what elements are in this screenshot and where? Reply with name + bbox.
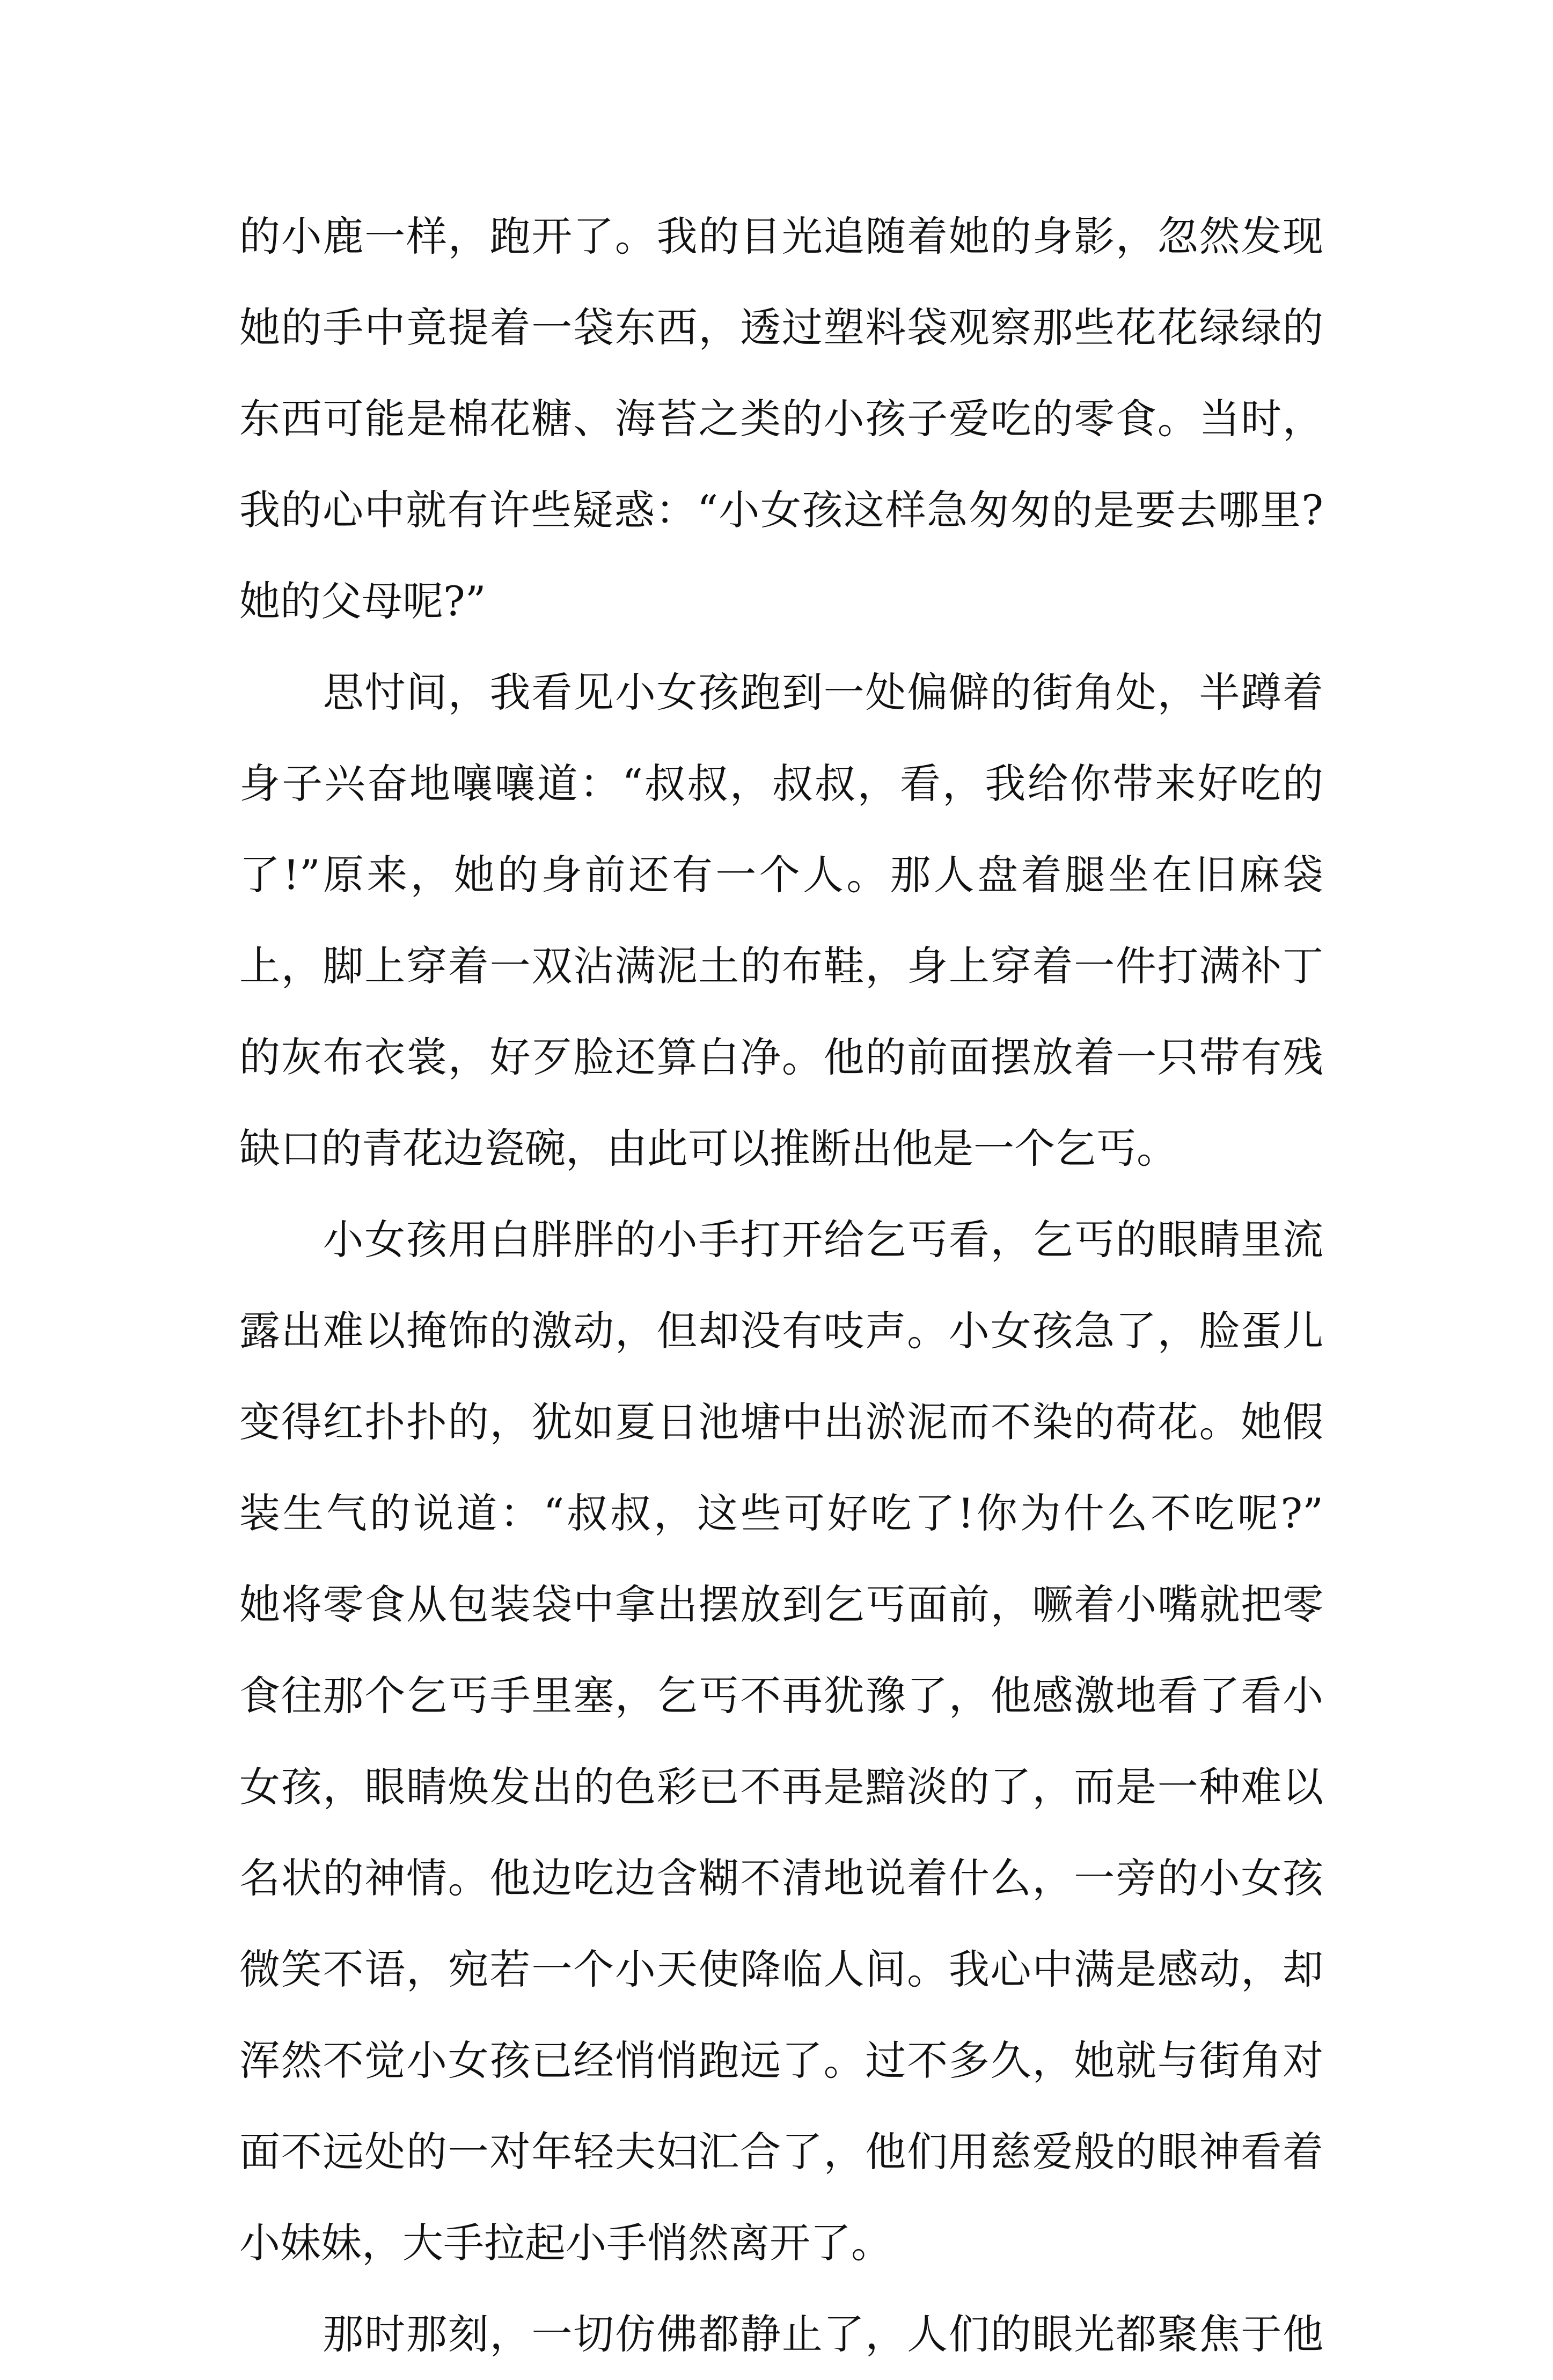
text-line: 面不远处的一对年轻夫妇汇合了，他们用慈爱般的眼神看着 bbox=[239, 2128, 1323, 2176]
text-line: 食往那个乞丐手里塞，乞丐不再犹豫了，他感激地看了看小 bbox=[239, 1672, 1323, 1720]
text-line: 那时那刻，一切仿佛都静止了，人们的眼光都聚焦于他 bbox=[239, 2310, 1323, 2358]
text-line: 变得红扑扑的，犹如夏日池塘中出淤泥而不染的荷花。她假 bbox=[239, 1398, 1323, 1446]
text-line: 我的心中就有许些疑惑：“小女孩这样急匆匆的是要去哪里? bbox=[239, 486, 1323, 534]
text-line: 思忖间，我看见小女孩跑到一处偏僻的街角处，半蹲着 bbox=[239, 669, 1323, 716]
text-line: 小女孩用白胖胖的小手打开给乞丐看，乞丐的眼睛里流 bbox=[239, 1216, 1323, 1264]
text-line: 东西可能是棉花糖、海苔之类的小孩子爱吃的零食。当时， bbox=[239, 395, 1323, 443]
text-line: 了!”原来，她的身前还有一个人。那人盘着腿坐在旧麻袋 bbox=[239, 851, 1323, 899]
text-line: 小妹妹，大手拉起小手悄然离开了。 bbox=[239, 2219, 892, 2267]
paragraph-3 bbox=[239, 1194, 1323, 2289]
paragraph-1 bbox=[239, 191, 1323, 647]
document-body bbox=[239, 191, 1323, 2380]
text-line: 上，脚上穿着一双沾满泥土的布鞋，身上穿着一件打满补丁 bbox=[239, 942, 1323, 990]
text-line: 装生气的说道：“叔叔，这些可好吃了!你为什么不吃呢?” bbox=[239, 1489, 1323, 1537]
text-line: 她的手中竟提着一袋东西，透过塑料袋观察那些花花绿绿的 bbox=[239, 304, 1323, 351]
text-line: 她将零食从包装袋中拿出摆放到乞丐面前，噘着小嘴就把零 bbox=[239, 1581, 1323, 1628]
text-line: 露出难以掩饰的激动，但却没有吱声。小女孩急了，脸蛋儿 bbox=[239, 1307, 1323, 1355]
text-line: 名状的神情。他边吃边含糊不清地说着什么，一旁的小女孩 bbox=[239, 1854, 1323, 1902]
text-line: 身子兴奋地嚷嚷道：“叔叔，叔叔，看，我给你带来好吃的 bbox=[239, 760, 1323, 807]
text-line: 浑然不觉小女孩已经悄悄跑远了。过不多久，她就与街角对 bbox=[239, 2037, 1323, 2084]
text-line: 的灰布衣裳，好歹脸还算白净。他的前面摆放着一只带有残 bbox=[239, 1033, 1323, 1081]
text-line: 女孩，眼睛焕发出的色彩已不再是黯淡的了，而是一种难以 bbox=[239, 1763, 1323, 1811]
text-line: 缺口的青花边瓷碗，由此可以推断出他是一个乞丐。 bbox=[239, 1125, 1177, 1172]
text-line: 她的父母呢?” bbox=[239, 577, 486, 625]
paragraph-4 bbox=[239, 2289, 1323, 2380]
paragraph-2 bbox=[239, 647, 1323, 1194]
text-line: 的小鹿一样，跑开了。我的目光追随着她的身影，忽然发现 bbox=[239, 212, 1323, 260]
text-line: 微笑不语，宛若一个小天使降临人间。我心中满是感动，却 bbox=[239, 1945, 1323, 1993]
